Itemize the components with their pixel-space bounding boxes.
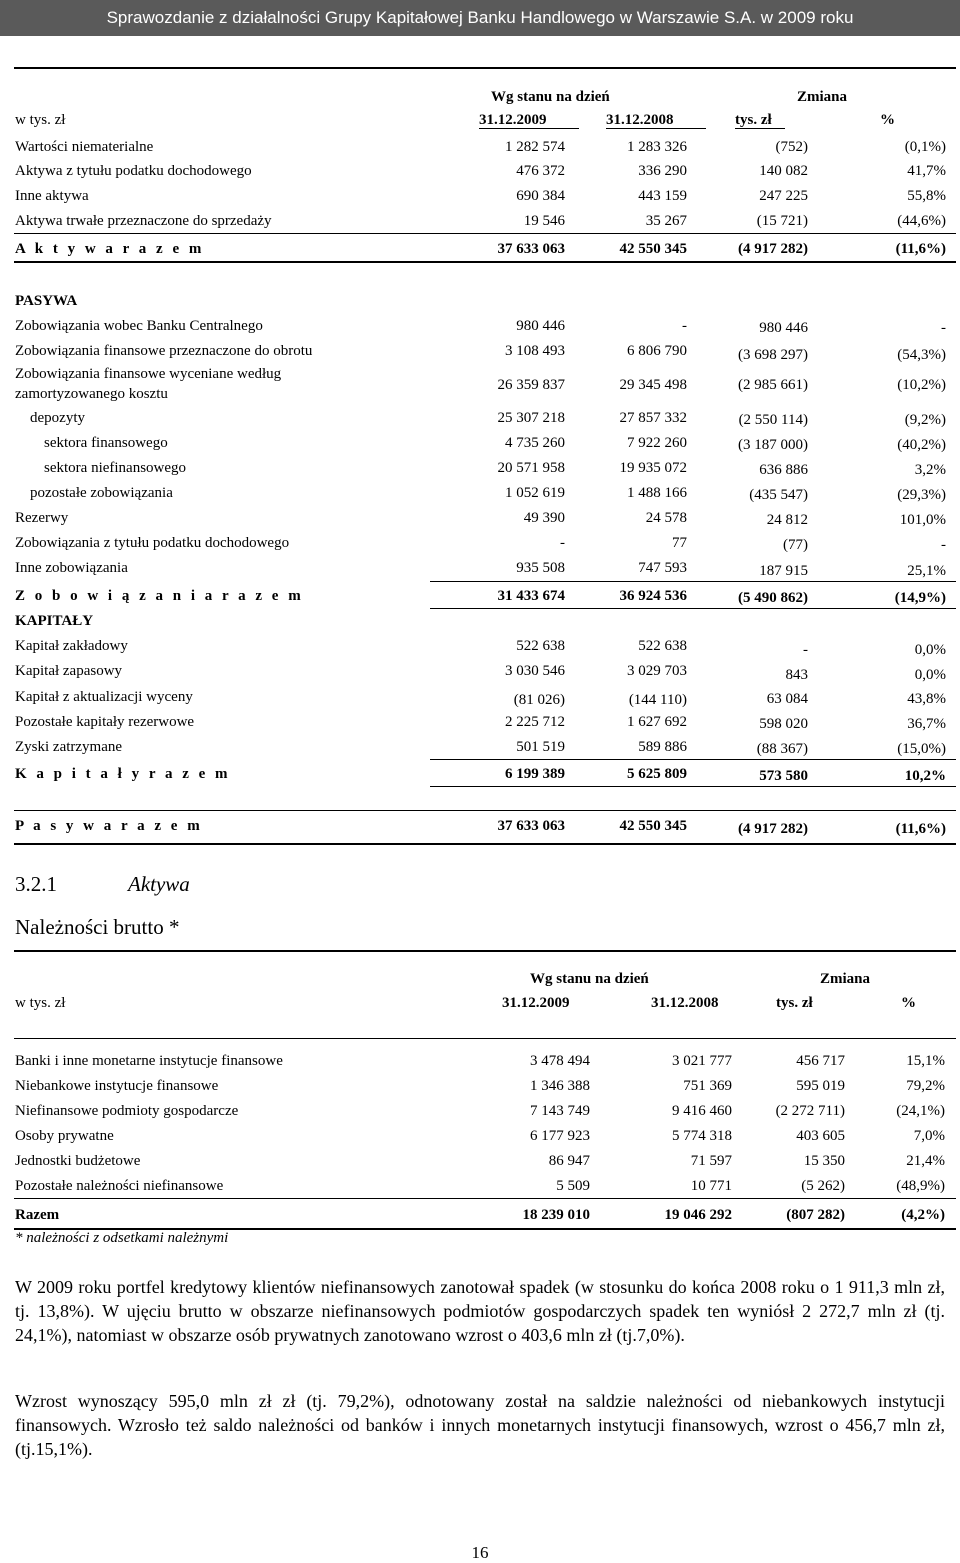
table-row: depozyty 25 307 218 27 857 332 (2 550 114) (9,2%) <box>30 410 946 428</box>
col-header-2008: 31.12.2008 <box>606 112 674 128</box>
table-row: Zobowiązania finansowe przeznaczone do obrotu 3 108 493 6 806 790 (3 698 297) (54,3%) <box>15 343 946 363</box>
row-rule <box>430 786 956 787</box>
table-row: Wartości niematerialne 1 282 574 1 283 326 (752) (0,1%) <box>15 139 946 155</box>
table-row: Zobowiązania wobec Banku Centralnego 980 446 - 980 446 - <box>15 318 946 336</box>
col-header-2009: 31.12.2009 <box>502 995 570 1011</box>
table-row: Niebankowe instytucje finansowe 1 346 388 751 369 595 019 79,2% <box>15 1078 945 1094</box>
col-underline <box>735 128 785 129</box>
table-row: Zobowiązania finansowe wyceniane według zamortyzowanego kosztu 26 359 837 29 345 498 (2 985 661) (10,2%) <box>15 366 946 402</box>
row-rule <box>430 608 956 609</box>
subsection-title: Należności brutto * <box>15 915 180 939</box>
page-number: 16 <box>471 1543 489 1562</box>
row-rule <box>14 233 956 234</box>
section-heading-pasywa: PASYWA <box>15 293 78 309</box>
row-rule <box>14 261 956 263</box>
row-rule <box>14 1038 956 1039</box>
table-total-row: P a s y w a r a z e m 37 633 063 42 550 345 (4 917 282) (11,6%) <box>15 818 946 837</box>
table-row: pozostałe zobowiązania 1 052 619 1 488 166 (435 547) (29,3%) <box>30 485 946 503</box>
section-heading-kapitaly: KAPITAŁY <box>15 613 94 629</box>
table-total-row: K a p i t a ł y r a z e m 6 199 389 5 625 809 573 580 10,2% <box>15 766 946 784</box>
section-number: 3.2.1 <box>15 872 57 896</box>
table-row: Aktywa z tytułu podatku dochodowego 476 372 336 290 140 082 41,7% <box>15 163 946 179</box>
table-group-header <box>0 969 960 989</box>
table-column-header <box>0 110 960 130</box>
table-row: Pozostałe należności niefinansowe 5 509 10 771 (5 262) (48,9%) <box>15 1178 945 1194</box>
table-row: Inne zobowiązania 935 508 747 593 187 915 25,1% <box>15 560 946 579</box>
table-row: sektora finansowego 4 735 260 7 922 260 (3 187 000) (40,2%) <box>44 435 946 453</box>
section-title: Aktywa <box>128 872 190 896</box>
group-header-date: Wg stanu na dzień <box>530 971 649 987</box>
table-row: Zobowiązania z tytułu podatku dochodowego - 77 (77) - <box>15 535 946 553</box>
table-row: Aktywa trwałe przeznaczone do sprzedaży 19 546 35 267 (15 721) (44,6%) <box>15 213 946 229</box>
table-row: Kapitał zapasowy 3 030 546 3 029 703 843 0,0% <box>15 663 946 683</box>
table-total-row: A k t y w a r a z e m 37 633 063 42 550 345 (4 917 282) (11,6%) <box>15 241 946 257</box>
col-underline <box>479 128 579 129</box>
group-header-date: Wg stanu na dzień <box>491 89 610 105</box>
col-header-2008: 31.12.2008 <box>651 995 719 1011</box>
table-total-row: Razem 18 239 010 19 046 292 (807 282) (4,2%) <box>15 1207 945 1223</box>
col-header-pct: % <box>880 112 895 128</box>
col-header-tys: tys. zł <box>735 112 772 128</box>
table-row: sektora niefinansowego 20 571 958 19 935 072 636 886 3,2% <box>44 460 946 478</box>
table-row: Kapitał z aktualizacji wyceny (81 026) (144 110) 63 084 43,8% <box>15 689 946 708</box>
unit-label: w tys. zł <box>15 995 66 1011</box>
col-header-2009: 31.12.2009 <box>479 112 547 128</box>
row-rule <box>14 1198 956 1199</box>
document-header: Sprawozdanie z działalności Grupy Kapitałowej Banku Handlowego w Warszawie S.A. w 2009 roku <box>0 0 960 36</box>
table-row: Niefinansowe podmioty gospodarcze 7 143 749 9 416 460 (2 272 711) (24,1%) <box>15 1103 945 1119</box>
col-underline <box>606 128 706 129</box>
row-rule <box>14 843 956 845</box>
table-row: Kapitał zakładowy 522 638 522 638 - 0,0% <box>15 638 946 658</box>
table-row: Zyski zatrzymane 501 519 589 886 (88 367) (15,0%) <box>15 739 946 757</box>
row-rule <box>430 581 956 582</box>
table-row: Osoby prywatne 6 177 923 5 774 318 403 605 7,0% <box>15 1128 945 1144</box>
table-row: Jednostki budżetowe 86 947 71 597 15 350 21,4% <box>15 1153 945 1169</box>
table-row: Inne aktywa 690 384 443 159 247 225 55,8% <box>15 188 946 204</box>
paragraph: Wzrost wynoszący 595,0 mln zł zł (tj. 79,2%), odnotowany został na saldzie należności od niebankowych instytucji finansowych. Wzrosło też saldo należności od banków i innych monetarnych instytucji finansowych, wzrost o 456,7 mln zł, (tj.15,1%). <box>15 1391 945 1459</box>
table-total-row: Z o b o w i ą z a n i a r a z e m 31 433 674 36 924 536 (5 490 862) (14,9%) <box>15 588 946 606</box>
col-header-tys: tys. zł <box>776 995 813 1011</box>
table-column-header <box>0 993 960 1013</box>
row-rule <box>14 810 956 811</box>
table-row: Pozostałe kapitały rezerwowe 2 225 712 1 627 692 598 020 36,7% <box>15 714 946 732</box>
table-top-rule <box>14 67 956 69</box>
table-row: Rezerwy 49 390 24 578 24 812 101,0% <box>15 510 946 528</box>
table-top-rule <box>14 950 956 952</box>
group-header-change: Zmiana <box>820 971 871 987</box>
table-group-header <box>0 87 960 107</box>
row-rule <box>430 759 956 760</box>
footnote: * należności z odsetkami należnymi <box>15 1230 229 1246</box>
group-header-change: Zmiana <box>797 89 848 105</box>
paragraph: W 2009 roku portfel kredytowy klientów niefinansowych zanotował spadek (w stosunku do końca 2008 roku o 1 911,3 mln zł, tj. 13,8%). W ujęciu brutto w obszarze niefinansowych podmiotów gospodarczych spadek ten wyniósł 2 272,7 mln zł (tj. 24,1%), natomiast w obszarze osób prywatnych zanotowano wzrost o 403,6 mln zł (tj.7,0%). <box>15 1277 945 1345</box>
table-row: Banki i inne monetarne instytucje finansowe 3 478 494 3 021 777 456 717 15,1% <box>15 1053 945 1069</box>
unit-label: w tys. zł <box>15 112 66 128</box>
col-header-pct: % <box>901 995 916 1011</box>
